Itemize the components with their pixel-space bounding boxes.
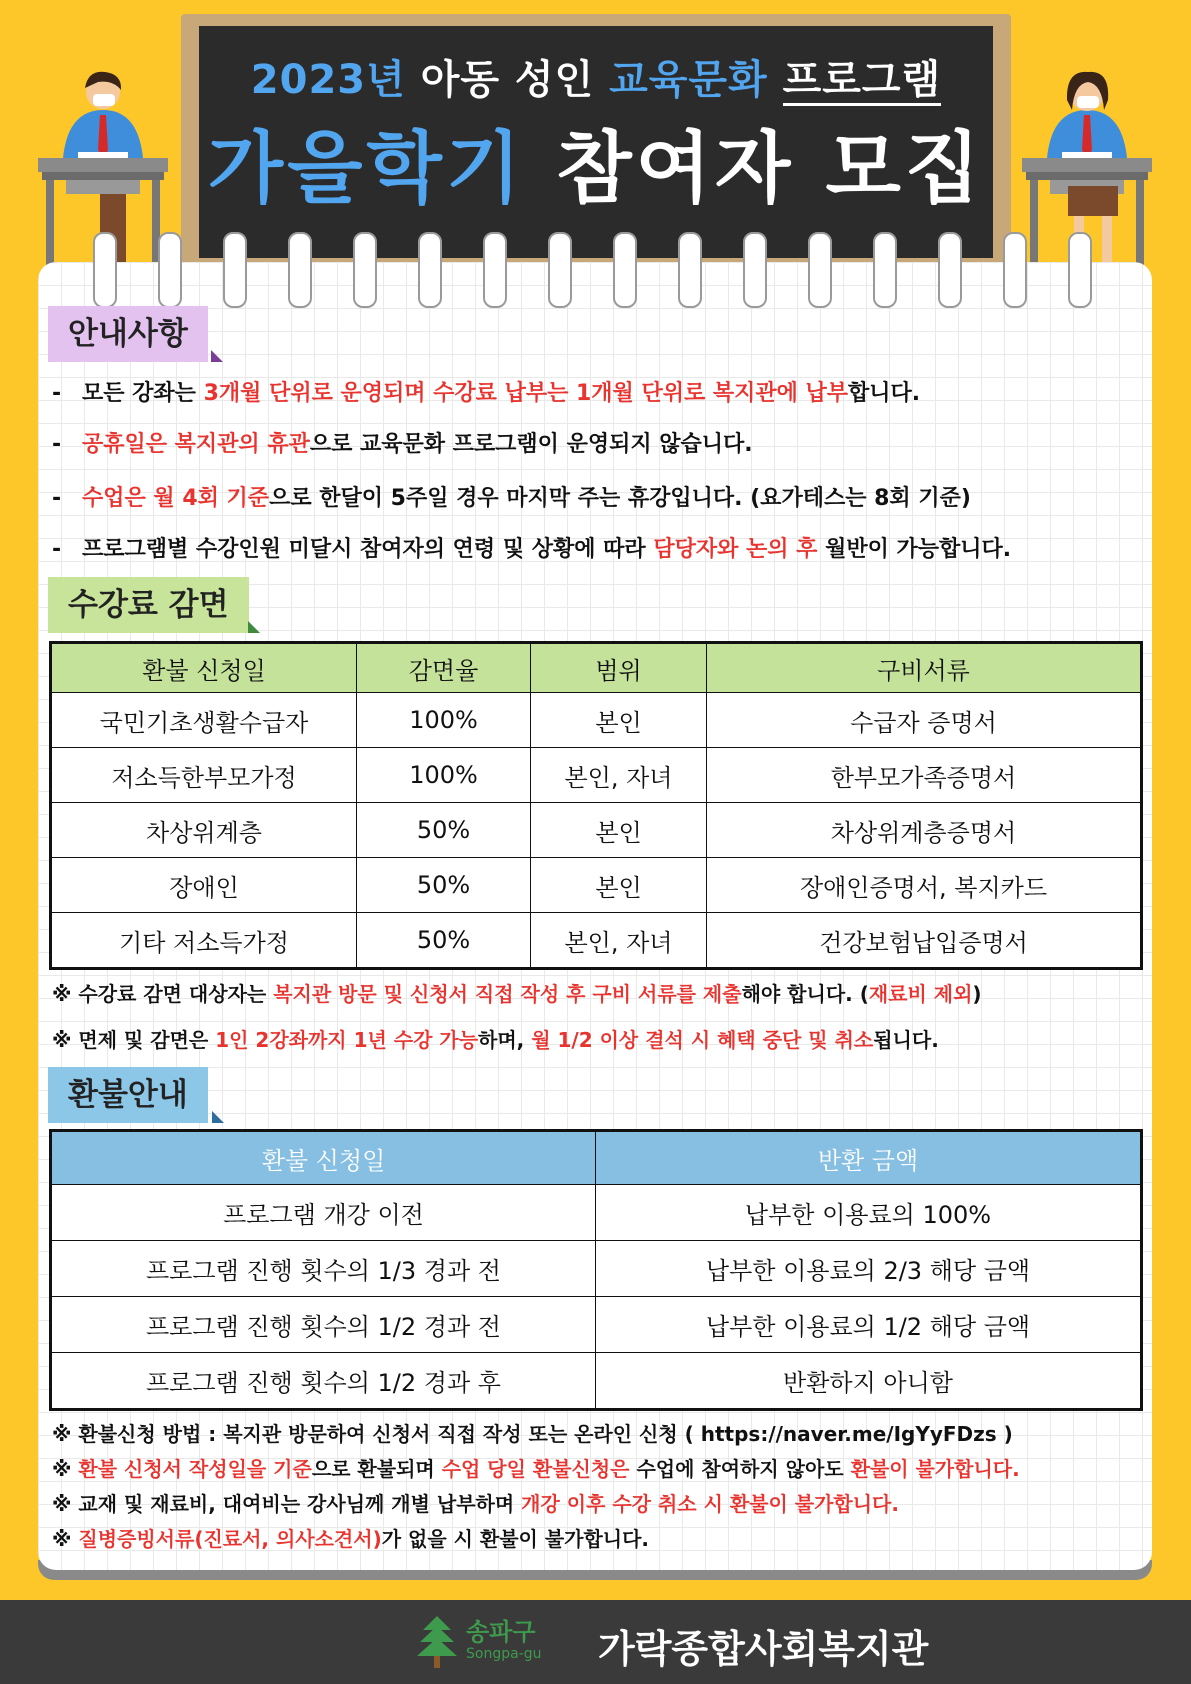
table-cell: 본인, 자녀	[531, 748, 707, 803]
notice-item-3-highlight: 수업은 월 4회 기준	[82, 486, 270, 511]
table-cell: 프로그램 개강 이전	[51, 1185, 596, 1241]
table-cell: 본인	[531, 858, 707, 913]
tag-fold-decoration	[248, 621, 260, 633]
notice-item-2-highlight: 공휴일은 복지관의 휴관	[82, 432, 310, 457]
table-cell: 프로그램 진행 횟수의 1/2 경과 전	[51, 1297, 596, 1353]
refund-note-2-highlight-b: 수업 당일 환불신청은	[441, 1457, 630, 1481]
table-cell: 차상위계층	[51, 803, 357, 858]
table-cell: 납부한 이용료의 100%	[596, 1185, 1142, 1241]
notice-item-1-text-a: 모든 강좌는	[82, 381, 204, 406]
fee-note-2-highlight-b: 월 1/2 이상 결석 시 혜택 중단 및 취소	[531, 1028, 874, 1052]
fee-note-2-text: ※ 면제 및 감면은	[52, 1028, 216, 1052]
fee-note-2	[52, 1024, 939, 1053]
table-cell: 한부모가족증명서	[707, 748, 1142, 803]
header-program: 프로그램	[783, 57, 942, 106]
chalkboard	[199, 26, 993, 258]
tag-fold-decoration	[212, 1111, 224, 1123]
fee-note-1-text-b: 해야 합니다. (	[741, 982, 869, 1006]
binder-ring	[223, 232, 247, 308]
refund-note-2-mark: ※	[52, 1457, 79, 1481]
footer-bar	[0, 1600, 1191, 1684]
refund-note-4-highlight: 질병증빙서류(진료서, 의사소견서)	[78, 1527, 382, 1551]
notice-item-2-text: 으로 교육문화 프로그램이 운영되지 않습니다.	[309, 432, 753, 457]
binder-ring	[288, 232, 312, 308]
refund-note-3	[52, 1488, 899, 1517]
refund-note-3-text: ※ 교재 및 재료비, 대여비는 강사님께 개별 납부하며	[52, 1492, 522, 1516]
table-cell: 장애인증명서, 복지카드	[707, 858, 1142, 913]
refund-note-2	[52, 1453, 1020, 1482]
table-cell: 50%	[357, 858, 531, 913]
table-cell: 납부한 이용료의 2/3 해당 금액	[596, 1241, 1142, 1297]
binder-ring	[158, 232, 182, 308]
header-semester: 가을학기	[207, 124, 526, 214]
table-cell: 본인	[531, 803, 707, 858]
table-row	[51, 1241, 1142, 1297]
fee-note-1	[52, 978, 982, 1007]
notice-item-1-text-b: 합니다.	[848, 381, 921, 406]
table-row	[51, 913, 1142, 969]
tag-fold-decoration	[211, 350, 223, 362]
fee-note-1-highlight-b: 재료비 제외	[868, 982, 973, 1006]
district-logo-english: Songpa-gu	[466, 1646, 542, 1662]
table-cell: 프로그램 진행 횟수의 1/2 경과 후	[51, 1353, 596, 1410]
table-cell: 납부한 이용료의 1/2 해당 금액	[596, 1297, 1142, 1353]
binder-ring	[873, 232, 897, 308]
table-cell: 기타 저소득가정	[51, 913, 357, 969]
refund-note-1	[52, 1418, 1013, 1447]
fee-note-1-highlight: 복지관 방문 및 신청서 직접 작성 후 구비 서류를 제출	[273, 982, 742, 1006]
table-cell: 본인, 자녀	[531, 913, 707, 969]
header-target: 아동 성인	[420, 57, 595, 103]
table-row	[51, 858, 1142, 913]
column-header: 감면율	[357, 643, 531, 693]
table-row	[51, 1185, 1142, 1241]
table-row	[51, 693, 1142, 748]
refund-table	[49, 1129, 1143, 1411]
table-row	[51, 1297, 1142, 1353]
refund-note-2-highlight: 환불 신청서 작성일을 기준	[78, 1457, 312, 1481]
fee-note-2-text-b: 하며,	[478, 1028, 532, 1052]
binder-ring	[1003, 232, 1027, 308]
table-cell: 저소득한부모가정	[51, 748, 357, 803]
table-cell: 건강보험납입증명서	[707, 913, 1142, 969]
table-cell: 50%	[357, 803, 531, 858]
notice-item-4-highlight: 담당자와 논의 후	[653, 537, 818, 562]
fee-note-1-text-c: )	[972, 982, 982, 1006]
notice-item-4: - 프로그램별 수강인원 미달시 참여자의 연령 및 상황에 따라 담당자와 논의 후 월반이 가능합니다.	[52, 537, 1012, 562]
refund-note-1-text: ※ 환불신청 방법 : 복지관 방문하여 신청서 직접 작성 또는 온라인 신청 ( https://naver.me/IgYyFDzs )	[52, 1422, 1013, 1446]
binder-ring	[548, 232, 572, 308]
table-cell: 100%	[357, 748, 531, 803]
table-cell: 본인	[531, 693, 707, 748]
refund-note-3-highlight: 개강 이후 수강 취소 시 환불이 불가합니다.	[521, 1492, 899, 1516]
header-recruit: 참여자 모집	[556, 124, 985, 214]
refund-note-2-text: 으로 환불되며	[311, 1457, 442, 1481]
header-year: 2023년	[250, 57, 406, 103]
binder-ring	[483, 232, 507, 308]
binder-ring	[1068, 232, 1092, 308]
table-cell: 100%	[357, 693, 531, 748]
table-cell: 차상위계층증명서	[707, 803, 1142, 858]
refund-note-4	[52, 1523, 649, 1552]
binder-ring	[938, 232, 962, 308]
table-cell: 반환하지 아니함	[596, 1353, 1142, 1410]
table-header-row	[51, 1131, 1142, 1185]
notice-item-4-text-a: 프로그램별 수강인원 미달시 참여자의 연령 및 상황에 따라	[82, 537, 654, 562]
table-row	[51, 803, 1142, 858]
binder-ring	[743, 232, 767, 308]
table-row	[51, 1353, 1142, 1410]
refund-section-title: 환불안내	[48, 1067, 208, 1123]
table-cell: 수급자 증명서	[707, 693, 1142, 748]
column-header: 반환 금액	[596, 1131, 1142, 1185]
fee-reduction-table	[49, 641, 1143, 970]
binder-ring	[613, 232, 637, 308]
notice-item-4-text-b: 월반이 가능합니다.	[817, 537, 1012, 562]
fee-note-1-text: ※ 수강료 감면 대상자는	[52, 982, 274, 1006]
fee-note-2-highlight: 1인 2강좌까지 1년 수강 가능	[215, 1028, 479, 1052]
refund-note-4-mark: ※	[52, 1527, 79, 1551]
header-category: 교육문화	[609, 57, 768, 103]
column-header: 환불 신청일	[51, 643, 357, 693]
table-cell: 프로그램 진행 횟수의 1/3 경과 전	[51, 1241, 596, 1297]
binder-ring	[808, 232, 832, 308]
table-cell: 장애인	[51, 858, 357, 913]
notice-item-1-highlight: 3개월 단위로 운영되며 수강료 납부는 1개월 단위로 복지관에 납부	[203, 381, 849, 406]
table-cell: 50%	[357, 913, 531, 969]
header-line1	[199, 48, 993, 105]
notice-item-1: - 모든 강좌는 3개월 단위로 운영되며 수강료 납부는 1개월 단위로 복지관에 납부합니다.	[52, 381, 921, 406]
table-row	[51, 748, 1142, 803]
binder-ring	[678, 232, 702, 308]
notice-section-title: 안내사항	[48, 306, 208, 362]
column-header: 범위	[531, 643, 707, 693]
organization-name: 가락종합사회복지관	[598, 1627, 929, 1671]
binder-ring	[93, 232, 117, 308]
header-title	[199, 106, 993, 218]
notice-item-3-text: 으로 한달이 5주일 경우 마지막 주는 휴강입니다. (요가테스는 8회 기준)	[269, 486, 971, 511]
fee-note-2-text-c: 됩니다.	[873, 1028, 939, 1052]
notice-item-2: - 공휴일은 복지관의 휴관으로 교육문화 프로그램이 운영되지 않습니다.	[52, 432, 753, 457]
column-header: 구비서류	[707, 643, 1142, 693]
table-header-row	[51, 643, 1142, 693]
binder-ring	[418, 232, 442, 308]
district-logo-name: 송파구	[466, 1618, 536, 1646]
refund-note-2-text-b: 수업에 참여하지 않아도	[629, 1457, 851, 1481]
binder-ring	[353, 232, 377, 308]
table-cell: 국민기초생활수급자	[51, 693, 357, 748]
notice-item-3: - 수업은 월 4회 기준으로 한달이 5주일 경우 마지막 주는 휴강입니다. (요가테스는 8회 기준)	[52, 486, 971, 511]
refund-note-2-highlight-c: 환불이 불가합니다.	[850, 1457, 1020, 1481]
fee-section-title: 수강료 감면	[48, 577, 249, 633]
tree-logo-icon	[416, 1614, 458, 1670]
refund-note-4-text: 가 없을 시 환불이 불가합니다.	[381, 1527, 650, 1551]
column-header: 환불 신청일	[51, 1131, 596, 1185]
